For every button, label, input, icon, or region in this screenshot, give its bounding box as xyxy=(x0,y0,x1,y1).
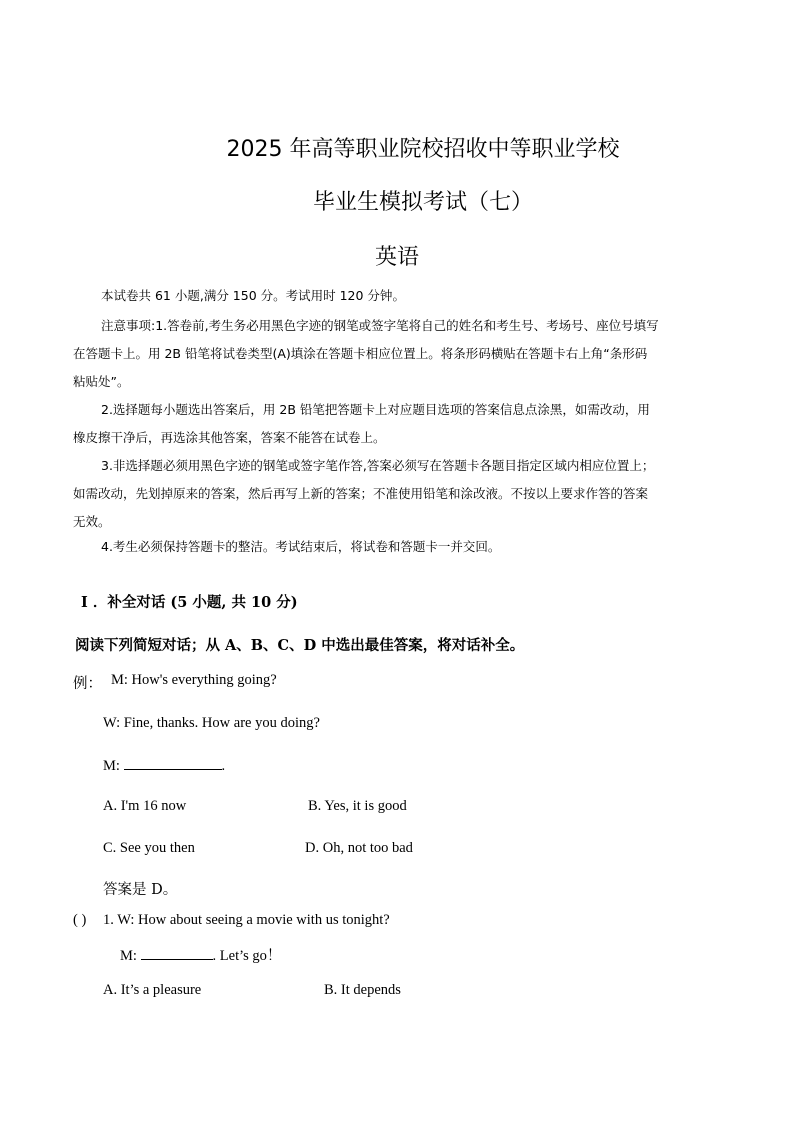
note1-line3: 粘贴处”。 xyxy=(73,374,130,389)
example-option-c: C. See you then xyxy=(103,840,195,856)
q1-option-b: B. It depends xyxy=(324,982,401,998)
note1-line2: 在答题卡上。用 2B 铅笔将试卷类型(A)填涂在答题卡相应位置上。将条形码横贴在答题卡右上角“条形码 xyxy=(73,346,648,361)
note3-line2: 如需改动，先划掉原来的答案，然后再写上新的答案；不准使用铅笔和涂改液。不按以上要求作答的答案 xyxy=(73,486,649,501)
subject-title: 英语 xyxy=(374,245,419,270)
q1-line-w: 1. W: How about seeing a movie with us tonight? xyxy=(103,912,390,928)
exam-title-line2: 毕业生模拟考试（七） xyxy=(312,190,533,215)
note3-line3: 无效。 xyxy=(73,514,111,529)
q1-answer-bracket: ( ) xyxy=(73,912,87,928)
note4-line: 4.考生必须保持答题卡的整洁。考试结束后，将试卷和答题卡一并交回。 xyxy=(101,539,501,554)
example-line-m1: M: How's everything going? xyxy=(111,672,277,688)
note2-line1: 2.选择题每小题选出答案后，用 2B 铅笔把答题卡上对应题目选项的答案信息点涂黑，如需改动，用 xyxy=(101,402,650,417)
q1-option-a: A. It’s a pleasure xyxy=(103,982,202,998)
q1-answer-blank xyxy=(141,947,213,960)
example-line-w: W: Fine, thanks. How are you doing? xyxy=(103,715,320,731)
section1-heading: Ⅰ ．补全对话 (5 小题, 共 10 分) xyxy=(81,594,298,611)
example-answer-blank xyxy=(124,757,222,770)
example-m2-suffix: . xyxy=(221,758,226,774)
example-option-a: A. I'm 16 now xyxy=(103,798,187,814)
example-option-b: B. Yes, it is good xyxy=(308,798,407,814)
example-answer: 答案是 D。 xyxy=(103,882,178,898)
note3-line1: 3.非选择题必须用黑色字迹的钢笔或签字笔作答,答案必须写在答题卡各题目指定区域内相应位置上； xyxy=(101,458,655,473)
note1-line1: 注意事项:1.答卷前,考生务必用黑色字迹的钢笔或签字笔将自己的姓名和考生号、考场号、座位号填写 xyxy=(101,318,659,333)
q1-m-prefix: M: xyxy=(120,948,137,964)
note2-line2: 橡皮擦干净后，再选涂其他答案，答案不能答在试卷上。 xyxy=(73,430,386,445)
example-option-d: D. Oh, not too bad xyxy=(305,840,413,856)
example-label: 例： xyxy=(73,676,102,692)
q1-m-suffix: . Let’s go！ xyxy=(212,948,282,964)
section1-direction: 阅读下列简短对话；从 A、B、C、D 中选出最佳答案，将对话补全。 xyxy=(75,637,525,654)
example-m2-prefix: M: xyxy=(103,758,120,774)
example-line-m2 xyxy=(103,757,225,775)
overview-text: 本试卷共 61 小题,满分 150 分。考试用时 120 分钟。 xyxy=(101,288,405,303)
q1-line-m xyxy=(120,944,281,965)
exam-title-line1: 2025 年高等职业院校招收中等职业学校 xyxy=(226,137,620,162)
